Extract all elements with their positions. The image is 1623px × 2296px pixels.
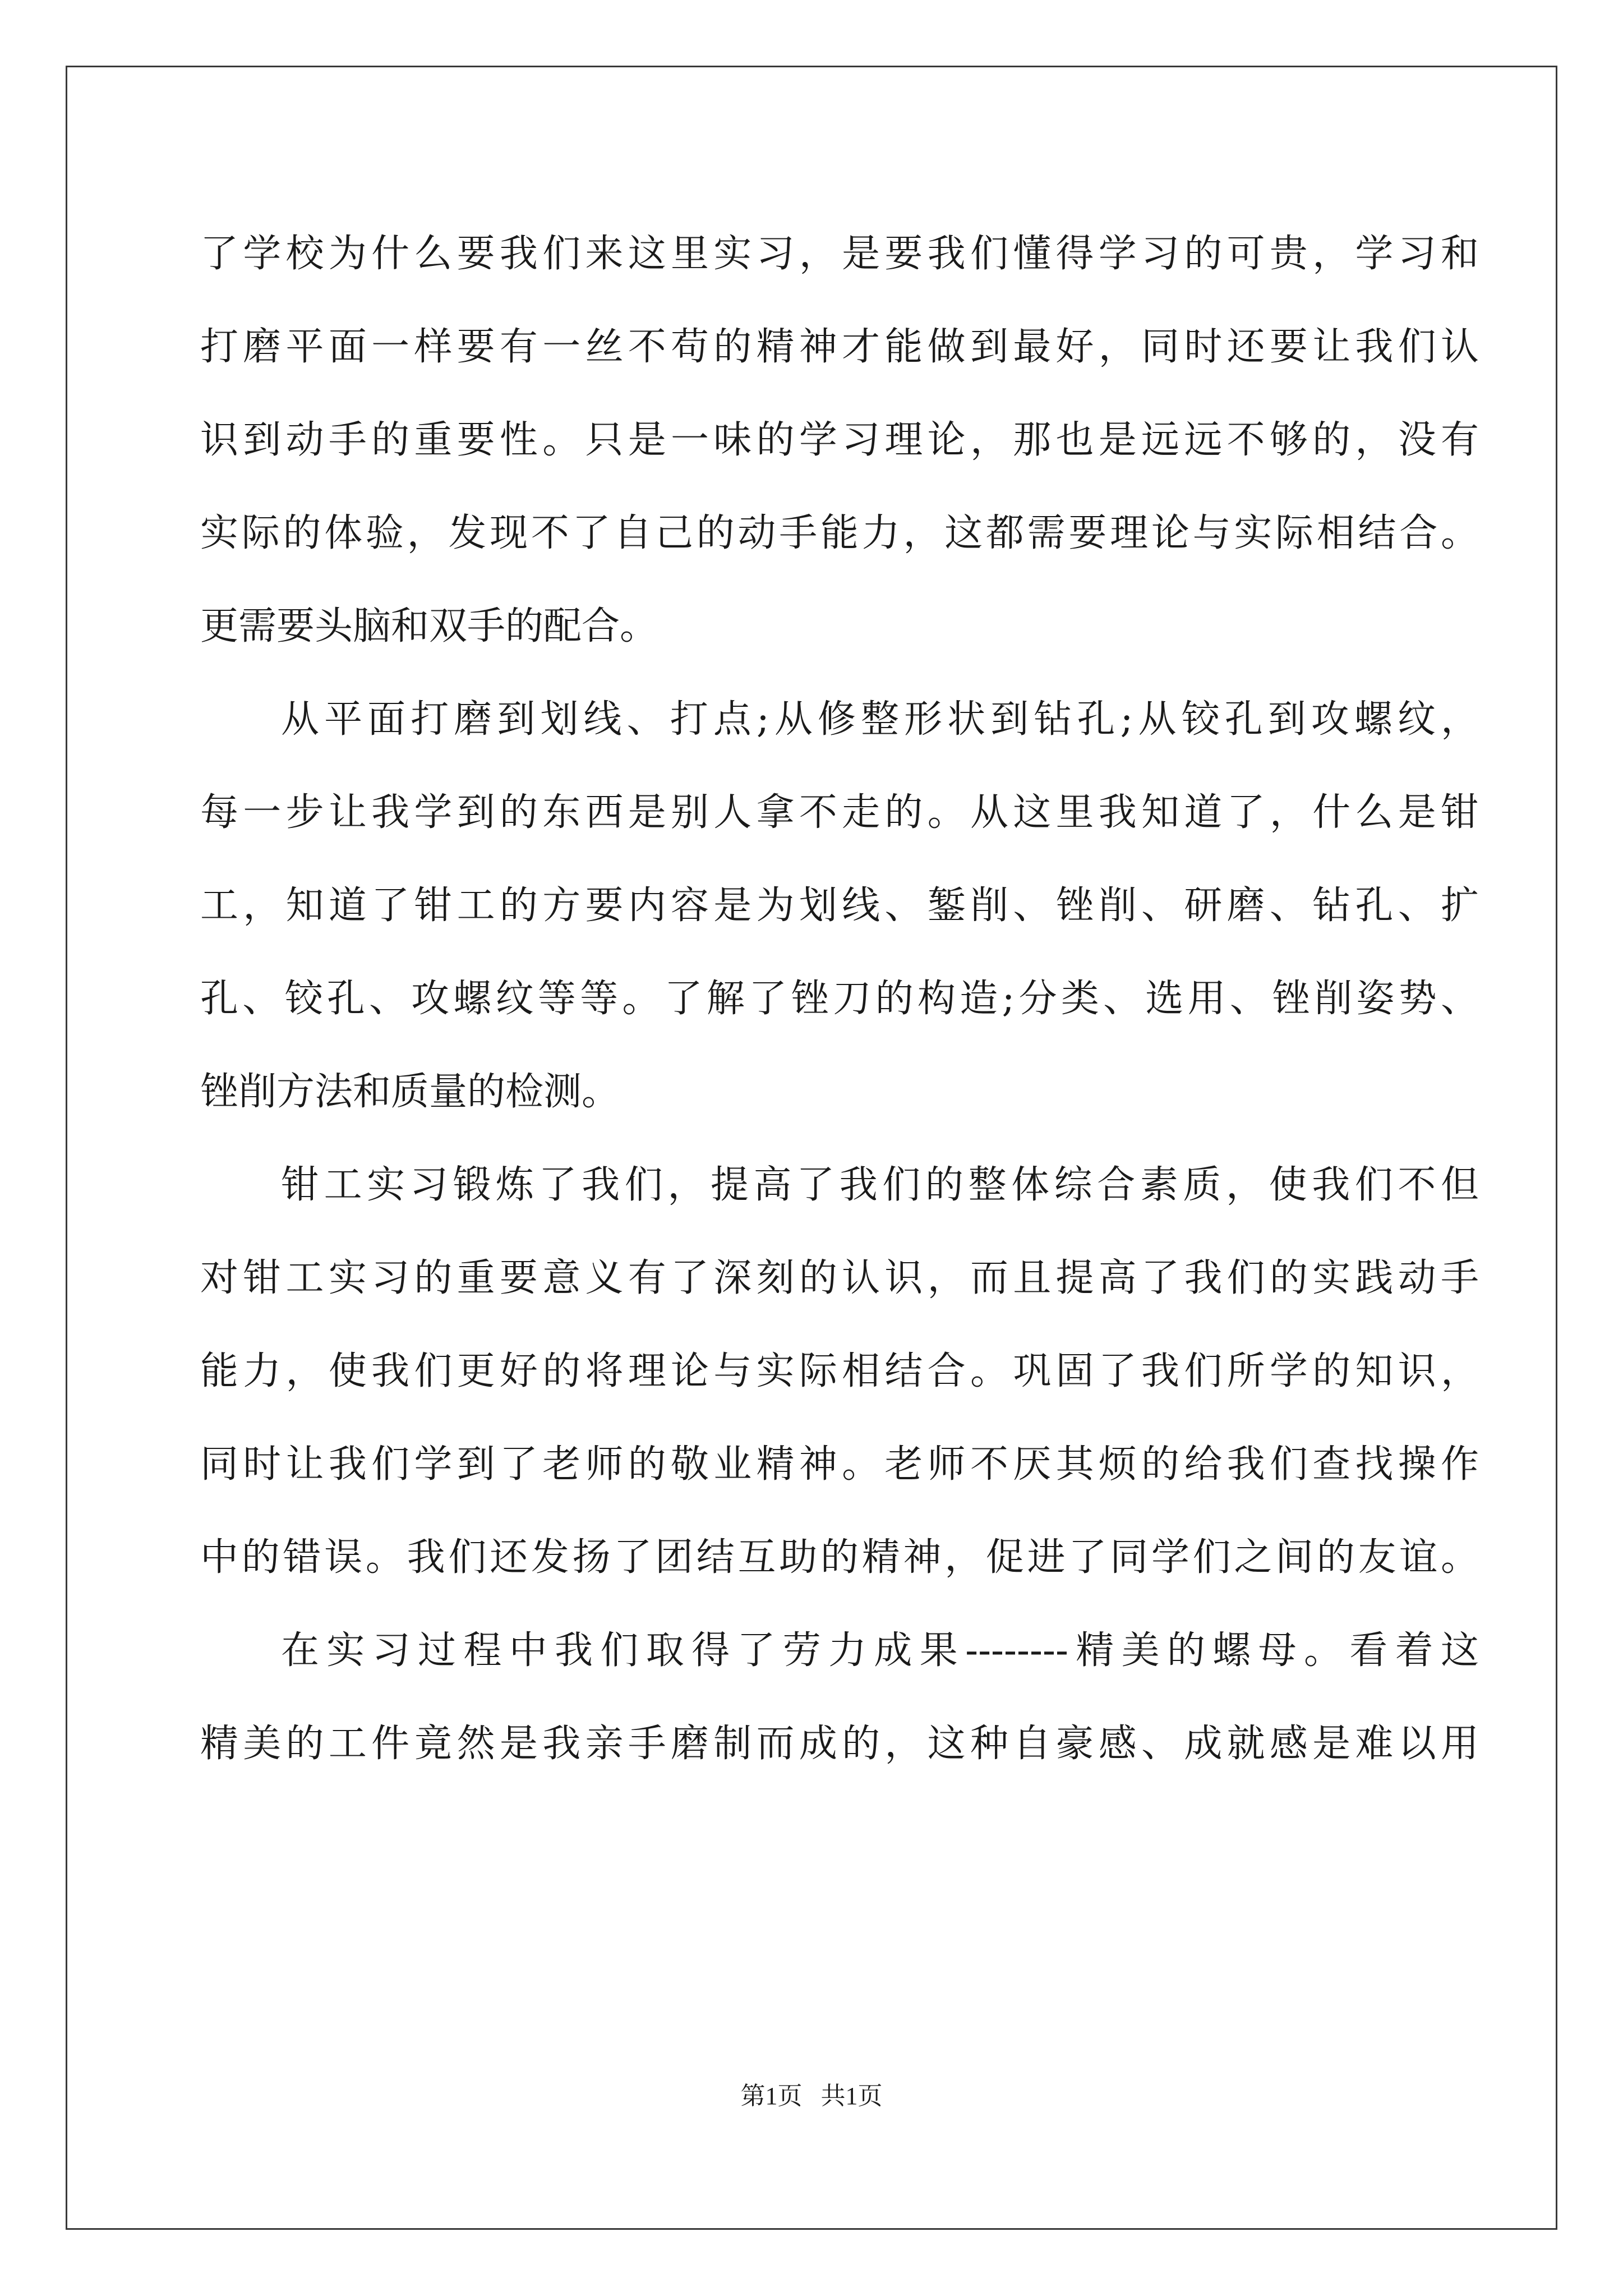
text-line: 能力，使我们更好的将理论与实际相结合。巩固了我们所学的知识， xyxy=(200,1349,1479,1393)
text-line: 中的错误。我们还发扬了团结互助的精神，促进了同学们之间的友谊。 xyxy=(200,1535,1479,1580)
text-line: 同时让我们学到了老师的敬业精神。老师不厌其烦的给我们查找操作 xyxy=(200,1442,1479,1487)
paragraph-first-line: 在实习过程中我们取得了劳力成果--------精美的螺母。看着这 xyxy=(281,1628,1479,1673)
text-line: 锉削方法和质量的检测。 xyxy=(200,1070,620,1114)
text-line: 孔、铰孔、攻螺纹等等。了解了锉刀的构造;分类、选用、锉削姿势、 xyxy=(200,977,1479,1021)
text-line: 对钳工实习的重要意义有了深刻的认识，而且提高了我们的实践动手 xyxy=(200,1256,1479,1300)
text-line: 更需要头脑和双手的配合。 xyxy=(200,604,658,648)
text-line: 实际的体验，发现不了自己的动手能力，这都需要理论与实际相结合。 xyxy=(200,511,1479,555)
text-line: 工，知道了钳工的方要内容是为划线、錾削、锉削、研磨、钻孔、扩 xyxy=(200,884,1479,928)
text-line: 了学校为什么要我们来这里实习，是要我们懂得学习的可贵，学习和 xyxy=(200,232,1479,276)
text-line: 识到动手的重要性。只是一味的学习理论，那也是远远不够的，没有 xyxy=(200,418,1479,462)
text-line: 打磨平面一样要有一丝不苟的精神才能做到最好，同时还要让我们认 xyxy=(200,325,1479,369)
document-body xyxy=(200,208,1479,1791)
text-line: 精美的工件竟然是我亲手磨制而成的，这种自豪感、成就感是难以用 xyxy=(200,1722,1479,1766)
paragraph-first-line: 钳工实习锻炼了我们，提高了我们的整体综合素质，使我们不但 xyxy=(281,1163,1479,1207)
text-line: 每一步让我学到的东西是别人拿不走的。从这里我知道了，什么是钳 xyxy=(200,790,1479,835)
page-number-footer: 第1页 共1页 xyxy=(740,2082,883,2110)
paragraph-first-line: 从平面打磨到划线、打点;从修整形状到钻孔;从铰孔到攻螺纹， xyxy=(281,697,1479,742)
